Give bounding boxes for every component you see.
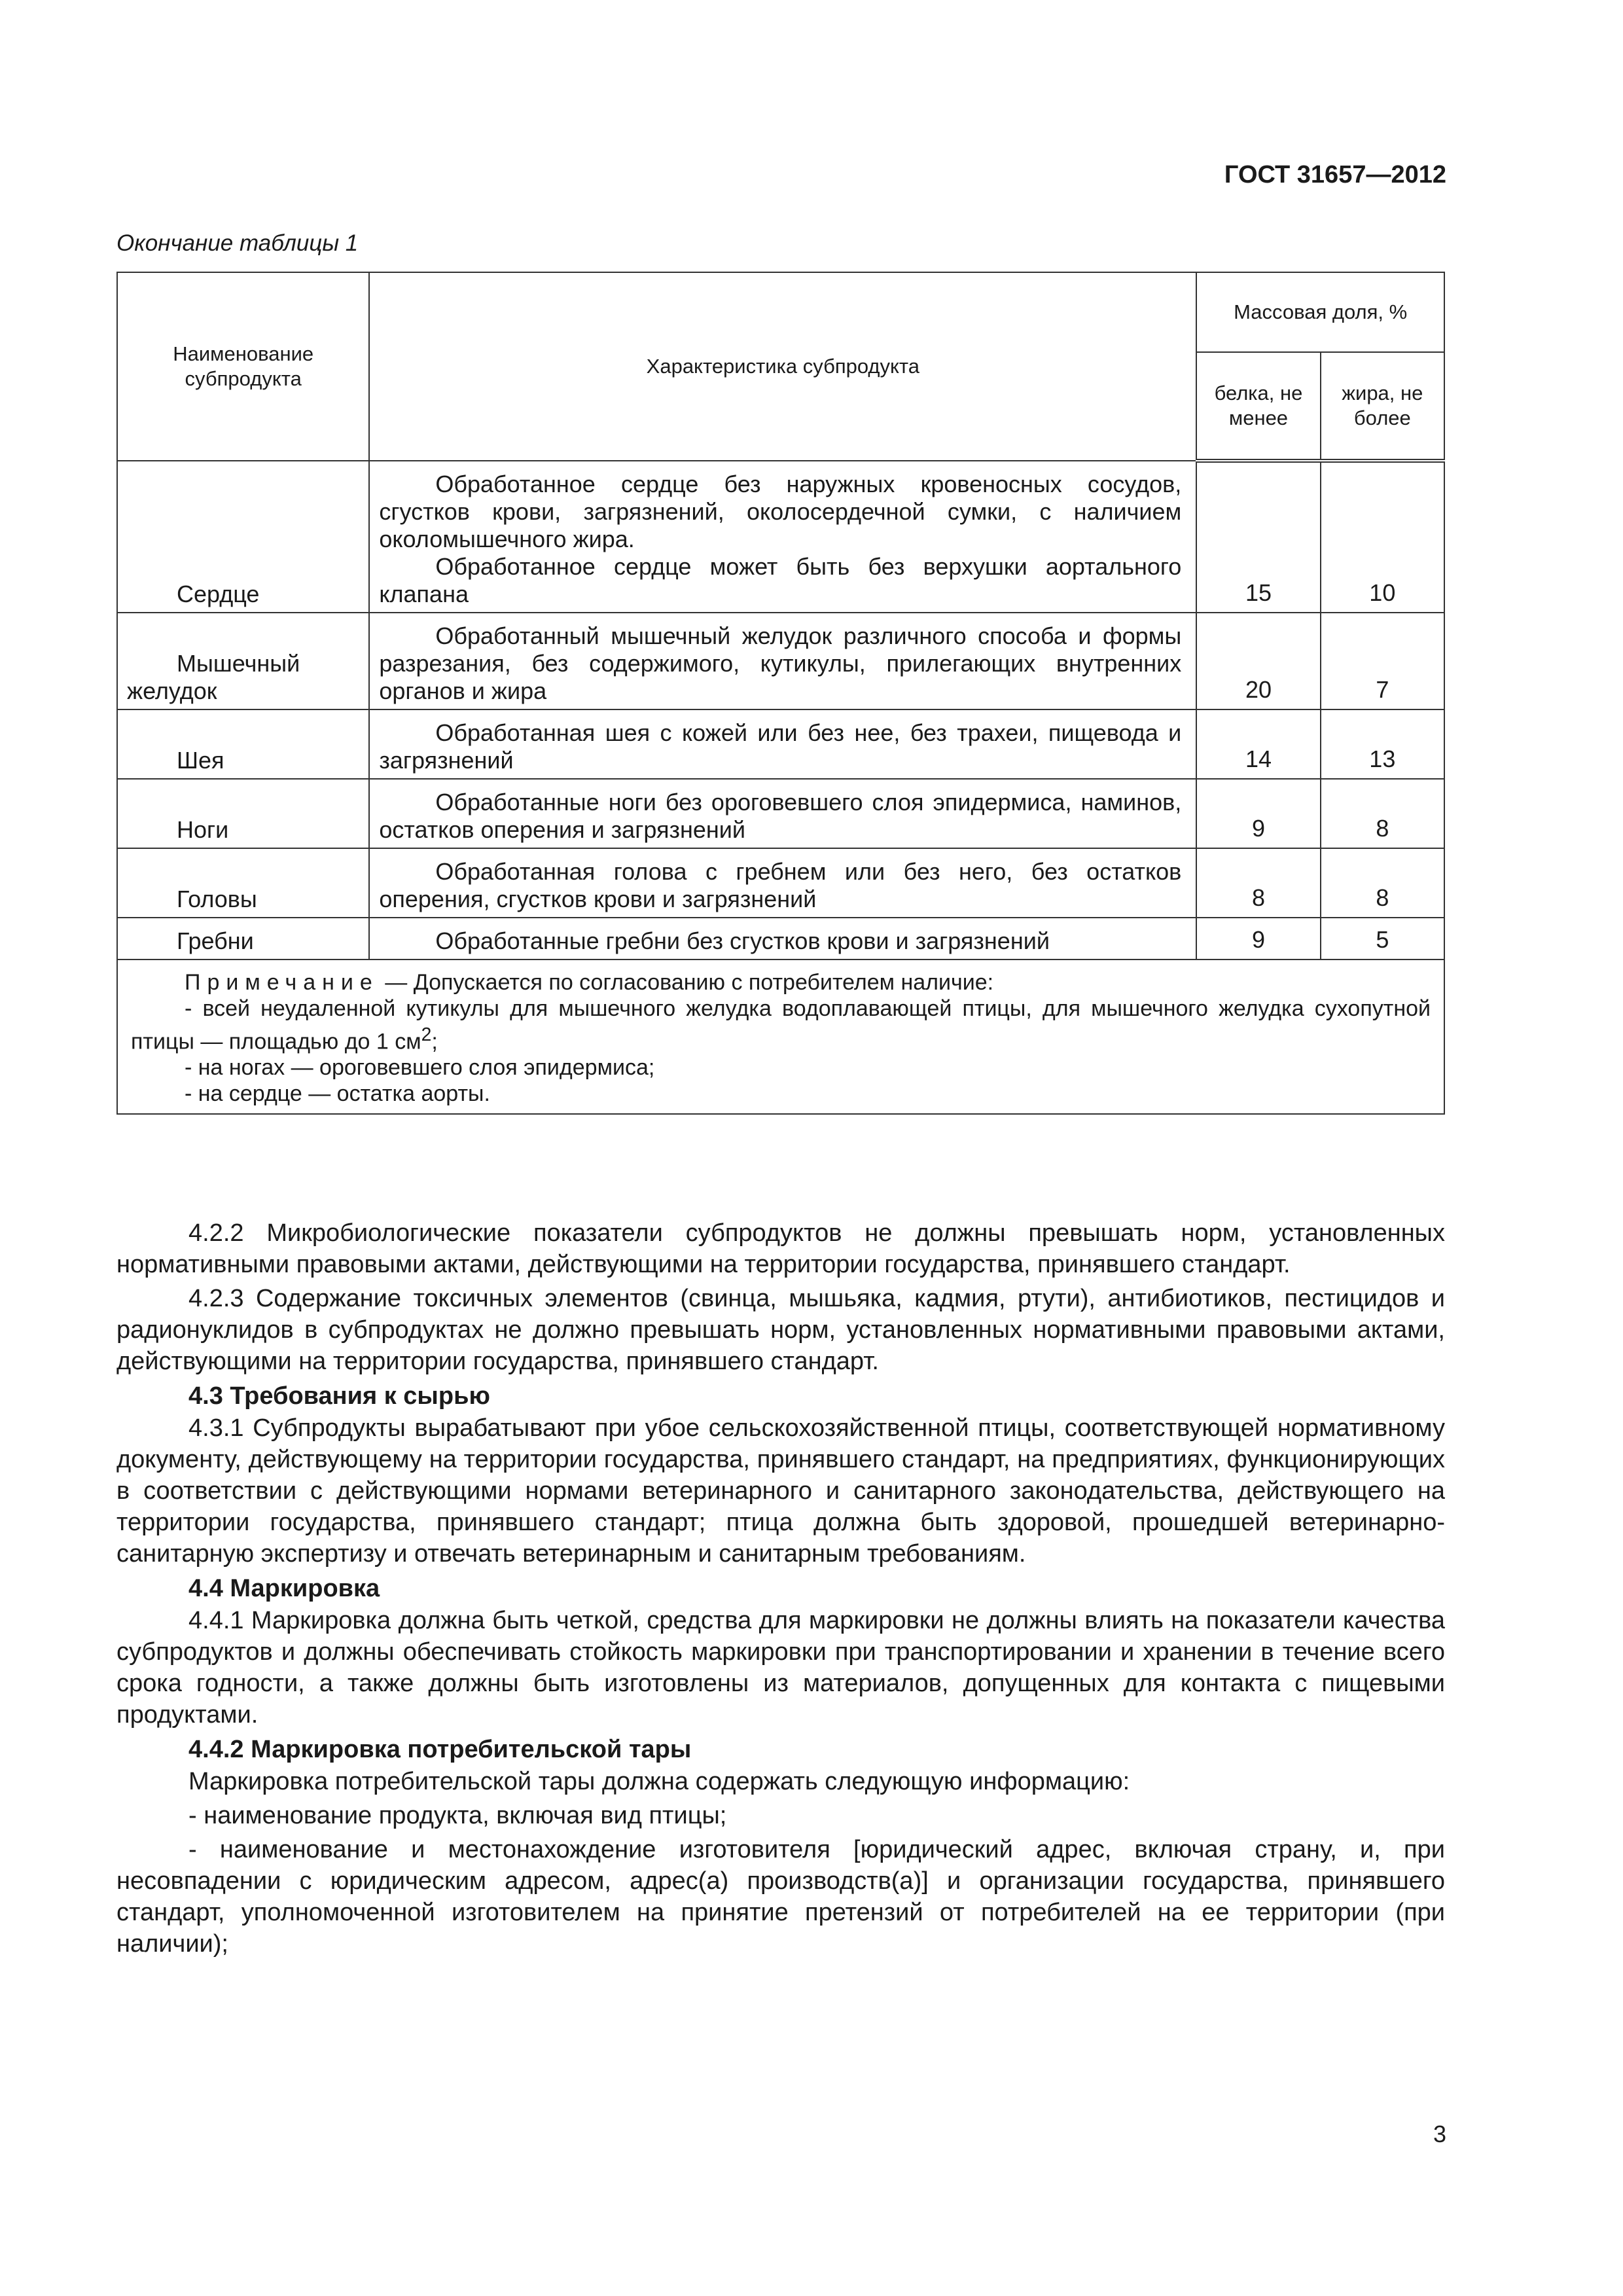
paragraph-4-3-1: 4.3.1 Субпродукты вырабатывают при убое сельскохозяйственной птицы, соответствующей нормативному документу, действующему на территории государства, принявшего стандарт, на предприятиях, функционирующих в соответствии с действующими нормами ветеринарного и санитарного законодательства, действующего на территории государства, принявшего стандарт; птица должна быть здоровой, прошедшей ветеринарно-санитарную экспертизу и отвечать ветеринарным и санитарным требованиям. xyxy=(116,1414,1445,1568)
table-row xyxy=(117,613,1444,709)
row-characteristic xyxy=(369,709,1196,779)
row-protein: 14 xyxy=(1196,709,1320,779)
heading-4-4: 4.4 Маркировка xyxy=(188,1575,380,1602)
body-text xyxy=(116,1217,1445,1962)
heading-4-3: 4.3 Требования к сырью xyxy=(188,1382,490,1410)
characteristic-text: Обработанные ноги без ороговевшего слоя эпидермиса, наминов, остатков оперения и загрязнений xyxy=(379,789,1182,843)
list-item: - наименование и местонахождение изготовителя [юридический адрес, включая страну, и, при несовпадении с юридическим адресом, адрес(а) производств(а)] и организации государства, принявшего стандарт, уполномоченной изготовителем на принятие претензий от потребителей на ее территории (при наличии); xyxy=(116,1836,1445,1958)
note-item: - на ногах — ороговевшего слоя эпидермиса; xyxy=(185,1055,655,1081)
table-caption: Окончание таблицы 1 xyxy=(116,230,359,256)
row-protein: 20 xyxy=(1196,613,1320,709)
paragraph-4-4-1: 4.4.1 Маркировка должна быть четкой, средства для маркировки не должны влиять на показатели качества субпродуктов и должны обеспечивать стойкость маркировки при транспортировании и хранении в течение всего срока годности, а также должны быть изготовлены из материалов, допущенных для контакта с пищевыми продуктами. xyxy=(116,1607,1445,1729)
document-code: ГОСТ 31657—2012 xyxy=(1224,161,1446,188)
page-number: 3 xyxy=(1433,2121,1446,2147)
header-characteristic: Характеристика субпродукта xyxy=(369,272,1196,461)
row-protein: 15 xyxy=(1196,461,1320,613)
note-title: Примечание xyxy=(185,970,379,995)
table-note xyxy=(117,960,1444,1114)
characteristic-text: Обработанные гребни без сгустков крови и загрязнений xyxy=(435,927,1050,954)
row-fat: 13 xyxy=(1321,709,1444,779)
table-row xyxy=(117,709,1444,779)
row-name: Головы xyxy=(117,848,369,918)
note-item: - на сердце — остатка аорты. xyxy=(185,1081,490,1107)
note-item-text: - всей неудаленной кутикулы для мышечного желудка водоплавающей птицы, для мышечного желудка сухопутной птицы — площадью до 1 см xyxy=(131,996,1431,1054)
table-1 xyxy=(116,272,1445,1115)
table-note-row xyxy=(117,960,1444,1114)
header-protein: белка, не менее xyxy=(1196,352,1320,461)
note-lead xyxy=(131,969,1431,996)
characteristic-text: Обработанное сердце без наружных кровеносных сосудов, сгустков крови, загрязнений, околосердечной сумки, с наличием околомышечного жира. xyxy=(379,471,1182,552)
characteristic-text: Обработанная голова с гребнем или без него, без остатков оперения, сгустков крови и загрязнений xyxy=(379,858,1182,912)
row-fat: 5 xyxy=(1321,918,1444,960)
characteristic-text: Обработанное сердце может быть без верхушки аортального клапана xyxy=(379,553,1182,607)
table-row xyxy=(117,779,1444,848)
characteristic-text: Обработанный мышечный желудок различного способа и формы разрезания, без содержимого, кутикулы, прилегающих внутренних органов и жира xyxy=(379,622,1182,704)
row-characteristic xyxy=(369,848,1196,918)
table-row xyxy=(117,848,1444,918)
paragraph-4-2-3: 4.2.3 Содержание токсичных элементов (свинца, мышьяка, кадмия, ртути), антибиотиков, пестицидов и радионуклидов в субпродуктах не должно превышать норм, установленных нормативными правовыми актами, действующими на территории государства, принявшего стандарт. xyxy=(116,1285,1445,1375)
header-mass-fraction: Массовая доля, % xyxy=(1196,272,1444,352)
heading-4-4-2: 4.4.2 Маркировка потребительской тары xyxy=(188,1736,692,1763)
table-header-row xyxy=(117,272,1444,352)
row-name: Гребни xyxy=(117,918,369,960)
paragraph-4-2-2: 4.2.2 Микробиологические показатели субпродуктов не должны превышать норм, установленных нормативными правовыми актами, действующими на территории государства, принявшего стандарт. xyxy=(116,1219,1445,1278)
row-name: Шея xyxy=(117,709,369,779)
header-fat: жира, не более xyxy=(1321,352,1444,461)
row-protein: 9 xyxy=(1196,918,1320,960)
row-name: Сердце xyxy=(117,461,369,613)
row-characteristic xyxy=(369,461,1196,613)
note-item-end: ; xyxy=(431,1029,438,1054)
row-fat: 8 xyxy=(1321,779,1444,848)
note-lead-text: — Допускается по согласованию с потребителем наличие: xyxy=(385,970,994,995)
row-protein: 9 xyxy=(1196,779,1320,848)
table-row xyxy=(117,461,1444,613)
superscript: 2 xyxy=(421,1024,432,1045)
row-characteristic xyxy=(369,779,1196,848)
header-name: Наименование субпродукта xyxy=(117,272,369,461)
row-fat: 10 xyxy=(1321,461,1444,613)
row-characteristic xyxy=(369,918,1196,960)
table-row xyxy=(117,918,1444,960)
characteristic-text: Обработанная шея с кожей или без нее, без трахеи, пищевода и загрязнений xyxy=(379,719,1182,774)
list-item: - наименование продукта, включая вид птицы; xyxy=(188,1802,727,1829)
row-name: Мышечный желудок xyxy=(117,613,369,709)
note-item xyxy=(131,996,1431,1054)
row-protein: 8 xyxy=(1196,848,1320,918)
row-fat: 7 xyxy=(1321,613,1444,709)
row-name: Ноги xyxy=(117,779,369,848)
row-fat: 8 xyxy=(1321,848,1444,918)
paragraph-intro: Маркировка потребительской тары должна содержать следующую информацию: xyxy=(188,1768,1130,1795)
row-characteristic xyxy=(369,613,1196,709)
